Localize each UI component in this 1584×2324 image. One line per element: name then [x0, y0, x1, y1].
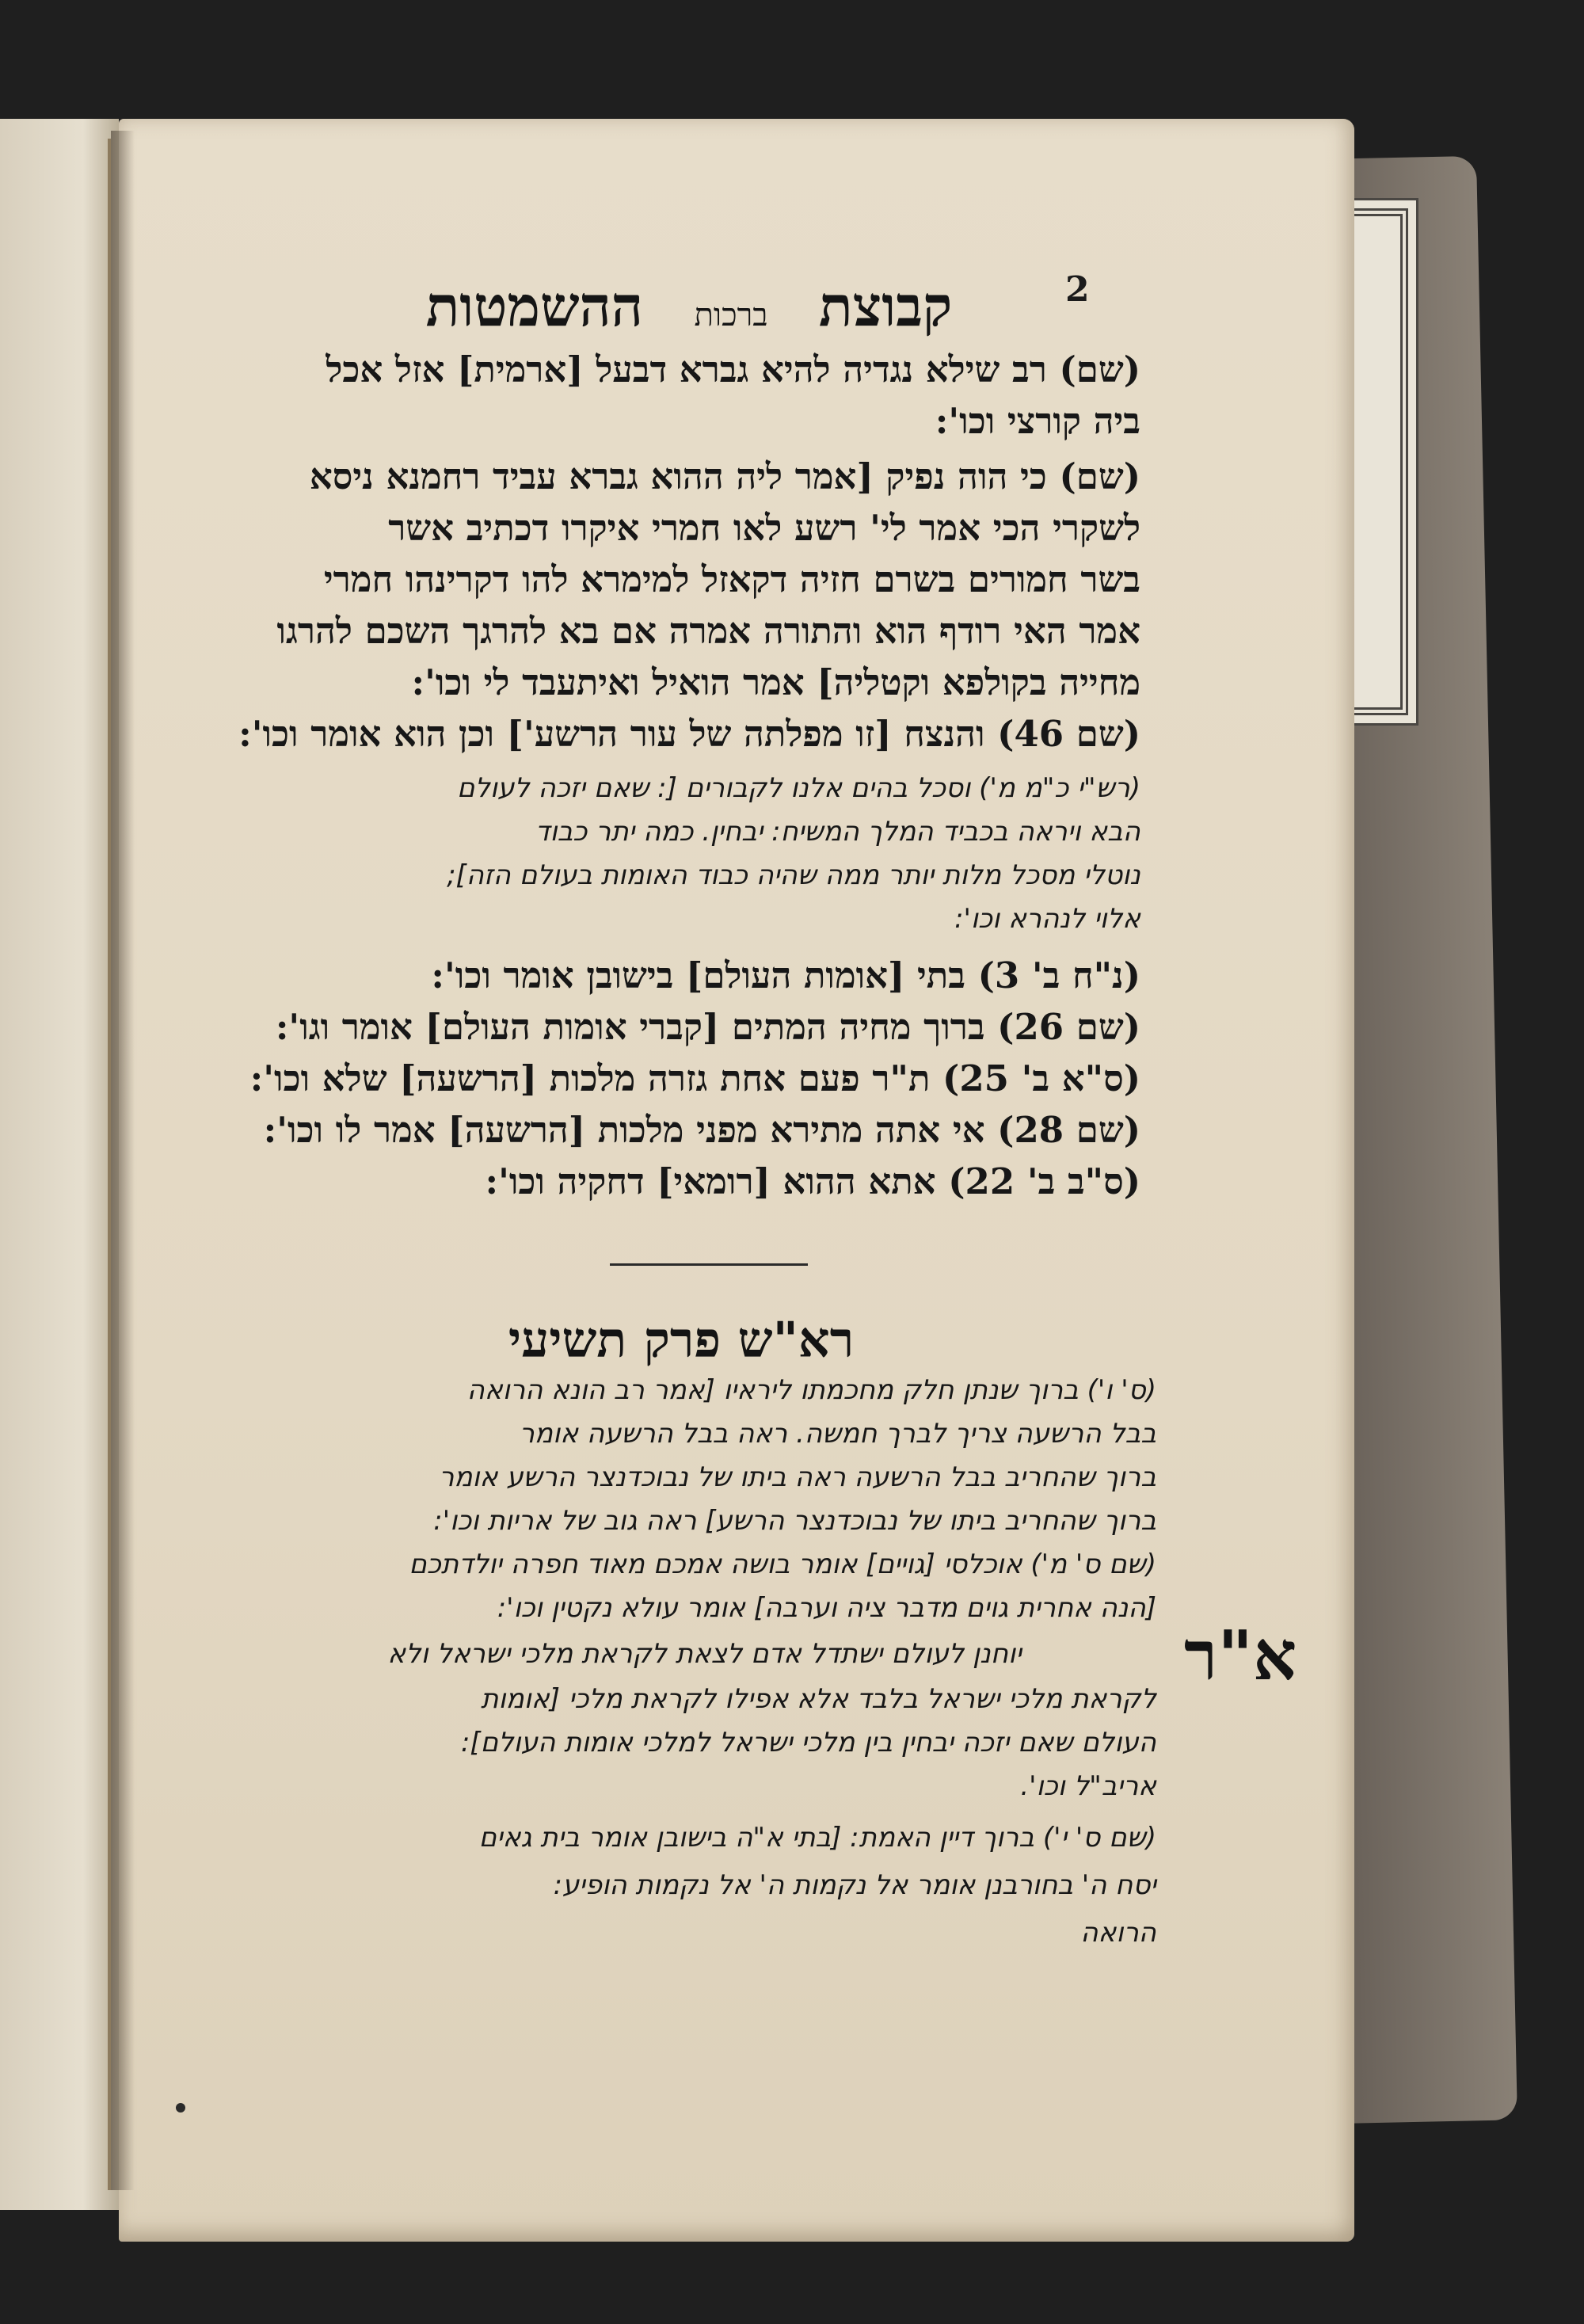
running-head-word-1: קבוצת: [818, 273, 953, 339]
running-head-word-2: ברכות: [694, 297, 768, 333]
text-line: אריב"ל וכו'.: [1020, 1770, 1156, 1802]
text-line: (ס' ו') ברוך שנתן חלק מחכמתו ליראיו [אמר רב הונא הרואה: [466, 1374, 1156, 1406]
text-line: ביה קורצי וכו':: [935, 400, 1140, 442]
text-line: (שם 46) והנצח [זו מפלתה של עור הרשע'] וכן הוא אומר וכו':: [238, 713, 1140, 755]
text-line: בשר חמורים בשרם חזיה דקאזל למימרא להו דקרינהו חמרי: [323, 558, 1140, 600]
initial-letter: א"ר: [1184, 1616, 1297, 1696]
text-line: אלוי לנהרא וכו':: [954, 903, 1140, 935]
running-head-word-3: ההשמטות: [425, 273, 644, 339]
running-head: [341, 273, 1038, 340]
text-line: הרואה: [1080, 1917, 1156, 1949]
text-line: העולם שאם יזכה יבחין בין מלכי ישראל למלכי אומות העולם]:: [460, 1727, 1156, 1758]
text-line: הבא ויראה בכביד המלך המשיח: יבחין. כמה יתר כבוד: [535, 816, 1140, 848]
section-divider: [610, 1263, 808, 1266]
text-line: (שם) רב שילא נגדיה להיא גברא דבעל [ארמית] אזל אכל: [326, 349, 1140, 391]
text-line: (שם 26) ברוך מחיה המתים [קברי אומות העולם] אומר וגו':: [275, 1006, 1140, 1048]
text-line: (ס"א ב' 25) ת"ר פעם אחת גזרה מלכות [הרשעה] שלא וכו':: [249, 1057, 1140, 1099]
text-line: (שם) כי הוה נפיק [אמר ליה ההוא גברא עביד רחמנא ניסא: [309, 455, 1140, 497]
page-mark-dot: [176, 2103, 185, 2113]
text-line: לשקרי הכי אמר לי' רשע לאו חמרי איקרו דכתיב אשר: [388, 507, 1140, 549]
text-line: אמר האי רודף הוא והתורה אמרה אם בא להרגך השכם להרגו: [276, 610, 1140, 652]
text-line: ברוך שהחריב ביתו של נבוכדנצר הרשע] ראה גוב של אריות וכו':: [433, 1505, 1156, 1537]
text-line: מחייה בקולפא וקטליה] אמר הואיל ואיתעבד לי וכו':: [411, 661, 1140, 703]
page-number: 2: [1065, 269, 1090, 310]
text-line: (שם ס' מ') אוכלסי [גויים] אומר בושה אמכם מאוד חפרה יולדתכם: [409, 1549, 1156, 1580]
left-page: [0, 119, 119, 2210]
text-line: בבל הרשעה צריך לברך חמשה. ראה בבל הרשעה אומר: [519, 1418, 1156, 1450]
text-line: (שם 28) אי אתה מתירא מפני מלכות [הרשעה] אמר לו וכו':: [263, 1109, 1140, 1151]
text-line: (ס"ב ב' 22) אתא ההוא [רומאי] דחקיה וכו':: [485, 1160, 1140, 1202]
text-line: [הנה אחרית גוים מדבר ציה וערבה] אומר עולא נקטין וכו':: [497, 1592, 1156, 1624]
text-line: לקראת מלכי ישראל בלבד אלא אפילו לקראת מלכי [אומות: [481, 1683, 1156, 1715]
text-line: יוחנן לעולם ישתדל אדם לצאת לקראת מלכי ישראל ולא: [387, 1638, 1022, 1670]
text-line: (נ"ח ב' 3) בתי [אומות העולם] בישובן אומר וכו':: [431, 954, 1140, 996]
spine-shadow: [111, 131, 135, 2190]
text-line: (שם ס' י') ברוך דיין האמת: [בתי א"ה בישובן אומר בית גאים: [478, 1822, 1156, 1853]
section-heading: רא"ש פרק תשיעי: [508, 1311, 855, 1369]
text-line: יסח ה' בחורבנן אומר אל נקמות ה' אל נקמות הופיע:: [553, 1869, 1156, 1901]
text-line: נוטלי מסכל מלות יותר ממה שהיה כבוד האומות בעולם הזה];: [447, 859, 1140, 891]
text-line: (רש"י כ"מ מ') וסכל בהים אלנו לקבורים [: שאם יזכה לעולם: [456, 772, 1140, 804]
text-line: ברוך שהחריב בבל הרשעה ראה ביתו של נבוכדנצר הרשע אומר: [439, 1461, 1156, 1493]
